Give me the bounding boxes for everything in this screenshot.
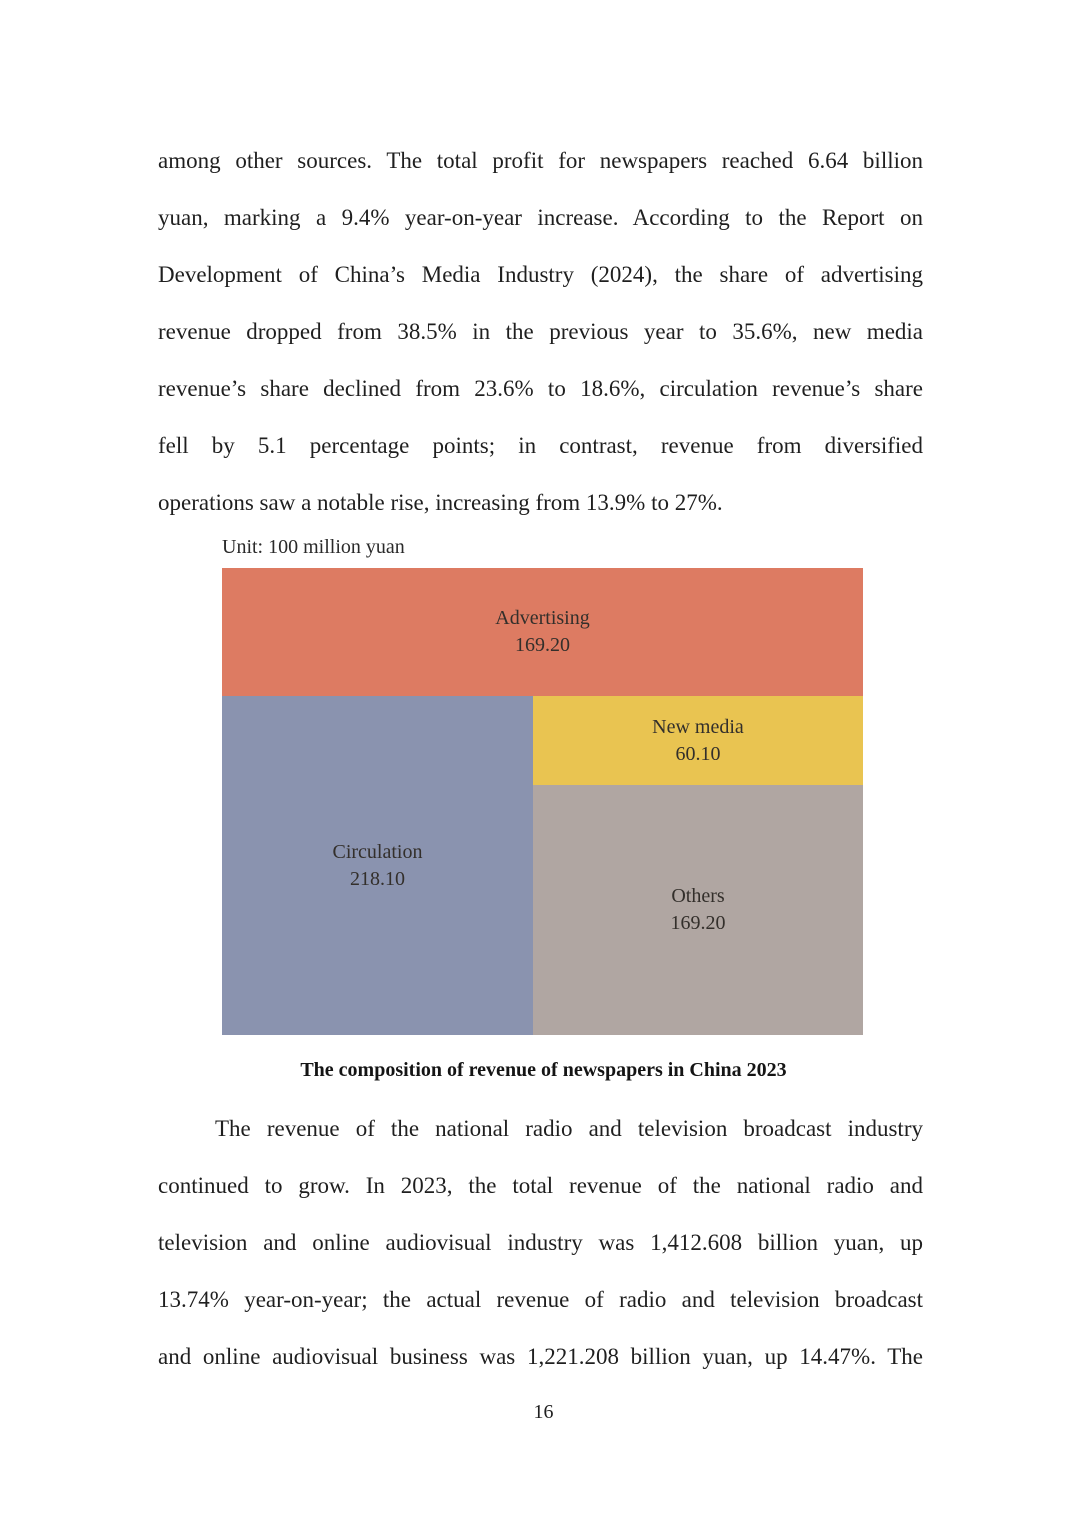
chart-unit-label: Unit: 100 million yuan — [222, 536, 405, 558]
advertising-label: Advertising — [495, 607, 590, 629]
chart-caption: The composition of revenue of newspapers in China 2023 — [300, 1059, 787, 1081]
paragraph-1-line-7: operations saw a notable rise, increasing from 13.9% to 27%. — [158, 490, 723, 515]
paragraph-1-line-1: among other sources. The total profit for newspapers reached 6.64 billion — [158, 148, 923, 173]
paragraph-2-line-2: continued to grow. In 2023, the total revenue of the national radio and — [158, 1173, 923, 1198]
page-number: 16 — [533, 1401, 554, 1423]
circulation-label: Circulation — [332, 840, 423, 863]
new-media-label: New media — [652, 715, 744, 738]
treemap-bottom-row — [222, 696, 863, 1035]
paragraph-2-line-4: 13.74% year-on-year; the actual revenue of radio and television broadcast — [158, 1287, 923, 1312]
paragraph-1-line-3: Development of China’s Media Industry (2024), the share of advertising — [158, 262, 923, 287]
paragraph-2-line-3: television and online audiovisual industry was 1,412.608 billion yuan, up — [158, 1230, 923, 1255]
others-value: 169.20 — [670, 912, 726, 934]
paragraph-1-line-5: revenue’s share declined from 23.6% to 18.6%, circulation revenue’s share — [158, 376, 923, 401]
treemap-block-advertising — [222, 568, 863, 696]
paragraph-1 — [158, 132, 923, 531]
paragraph-1-line-2: yuan, marking a 9.4% year-on-year increase. According to the Report on — [158, 205, 923, 230]
paragraph-1-line-4: revenue dropped from 38.5% in the previous year to 35.6%, new media — [158, 319, 923, 344]
new-media-value: 60.10 — [675, 742, 721, 765]
paragraph-1-line-6: fell by 5.1 percentage points; in contrast, revenue from diversified — [158, 433, 923, 458]
revenue-treemap-chart — [222, 568, 863, 1035]
treemap-right-column — [533, 696, 863, 1035]
circulation-value: 218.10 — [350, 867, 405, 890]
paragraph-2 — [158, 1100, 923, 1385]
others-label: Others — [671, 885, 725, 907]
treemap-block-new-media — [533, 696, 863, 785]
paragraph-2-line-1: The revenue of the national radio and television broadcast industry — [215, 1116, 923, 1141]
advertising-value: 169.20 — [515, 634, 570, 656]
paragraph-2-line-5: and online audiovisual business was 1,221.208 billion yuan, up 14.47%. The — [158, 1344, 923, 1369]
treemap-block-others — [533, 785, 863, 1035]
treemap-block-circulation — [222, 696, 533, 1035]
